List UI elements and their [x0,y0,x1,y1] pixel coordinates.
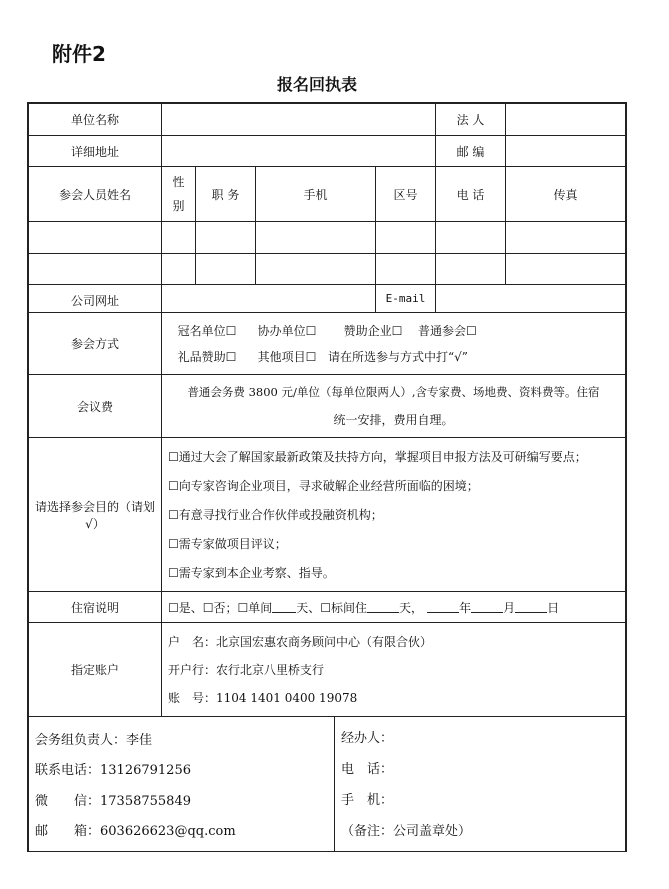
purpose-label: 请选择参会目的（请划√） [28,437,162,592]
attendee-name-field[interactable] [28,253,162,285]
address-label: 详细地址 [28,135,162,167]
lodging-text: 天， [399,600,424,615]
website-label: 公司网址 [28,284,162,313]
lodging-text[interactable]: 天、☐标间住 [296,600,368,615]
participation-line1 [168,322,477,339]
twin-days-blank[interactable] [367,601,399,613]
phone-field[interactable] [435,221,506,254]
contact-manager: 会务组负责人：李佳 [35,732,153,748]
participation-instruction: 请在所选参与方式中打“√” [328,350,468,365]
month-blank[interactable] [471,601,503,613]
purpose-option[interactable]: ☐向专家咨询企业项目，寻求破解企业经营所面临的困境； [168,479,479,493]
position-header: 职 务 [195,166,256,222]
contact-email: 邮 箱：603626623@qq.com [35,824,236,840]
account-details [161,622,626,717]
year-label: 年 [459,600,472,615]
email-field[interactable] [435,284,626,313]
purpose-option[interactable]: ☐需专家做项目评议； [168,537,287,551]
participation-label: 参会方式 [28,312,162,375]
website-field[interactable] [161,284,376,313]
gender-field[interactable] [161,253,196,285]
handler-phone-label[interactable]: 电 话： [341,762,394,777]
fax-field[interactable] [505,253,626,285]
position-field[interactable] [195,221,256,254]
attendee-name-field[interactable] [28,221,162,254]
unit-name-field[interactable] [161,103,436,136]
month-label: 月 [503,600,516,615]
mobile-header: 手机 [255,166,376,222]
page-title: 报名回执表 [276,75,357,94]
fax-field[interactable] [505,221,626,254]
year-blank[interactable] [427,601,459,613]
participation-line2 [168,348,468,365]
participation-options [161,312,626,375]
lodging-choice[interactable]: ☐是、☐否；☐单间 [168,600,273,615]
area-code-field[interactable] [375,221,436,254]
gender-header [161,166,196,222]
stamp-note: （备注：公司盖章处） [341,824,472,839]
gender-field[interactable] [161,221,196,254]
lodging-label: 住宿说明 [28,591,162,623]
single-days-blank[interactable] [272,601,296,613]
fee-line1: 普通会务费 3800 元/单位（每单位限两人）,含专家费、场地费、资料费等。住宿 [187,385,600,400]
account-bank: 开户行：农行北京八里桥支行 [168,662,325,677]
fax-header: 传真 [505,166,626,222]
fee-label: 会议费 [28,374,162,438]
mobile-field[interactable] [255,253,376,285]
area-code-header: 区号 [375,166,436,222]
participation-option[interactable]: 冠名单位☐ [177,323,237,338]
handler-label[interactable]: 经办人： [341,731,394,746]
address-field[interactable] [161,135,436,167]
account-number: 账 号：1104 1401 0400 19078 [168,691,358,706]
contact-info [28,716,335,852]
participation-option[interactable]: 礼品赞助☐ [177,350,237,365]
email-label: E-mail [375,284,436,313]
day-blank[interactable] [515,601,547,613]
legal-person-label: 法 人 [435,103,506,136]
area-code-field[interactable] [375,253,436,285]
gender-header-line1: 性 [172,175,185,189]
attendee-name-header: 参会人员姓名 [28,166,162,222]
day-label: 日 [547,600,560,615]
legal-person-field[interactable] [505,103,626,136]
purpose-option[interactable]: ☐通过大会了解国家最新政策及扶持方向，掌握项目申报方法及可研编写要点； [168,450,587,464]
account-name: 户 名：北京国宏惠农商务顾问中心（有限合伙） [168,634,433,649]
participation-option[interactable]: 普通参会☐ [418,323,477,338]
handler-mobile-label[interactable]: 手 机： [341,793,394,808]
unit-name-label: 单位名称 [28,103,162,136]
attachment-label: 附件2 [52,42,106,66]
purpose-option[interactable]: ☐有意寻找行业合作伙伴或投融资机构； [168,508,383,522]
mobile-field[interactable] [255,221,376,254]
postcode-field[interactable] [505,135,626,167]
account-label: 指定账户 [28,622,162,717]
handler-info [334,716,626,852]
purpose-options [161,437,626,592]
postcode-label: 邮 编 [435,135,506,167]
participation-option[interactable]: 其他项目☐ [257,350,317,365]
fee-line2: 统一安排，费用自理。 [333,412,454,427]
participation-option[interactable]: 协办单位☐ [257,323,317,338]
position-field[interactable] [195,253,256,285]
phone-field[interactable] [435,253,506,285]
purpose-option[interactable]: ☐需专家到本企业考察、指导。 [168,566,335,580]
participation-option[interactable]: 赞助企业☐ [343,323,403,338]
lodging-options [161,591,626,623]
contact-phone: 联系电话：13126791256 [35,763,191,779]
contact-wechat: 微 信：17358755849 [35,793,191,809]
phone-header: 电 话 [435,166,506,222]
gender-header-line2: 别 [172,199,185,213]
fee-description [161,374,626,438]
